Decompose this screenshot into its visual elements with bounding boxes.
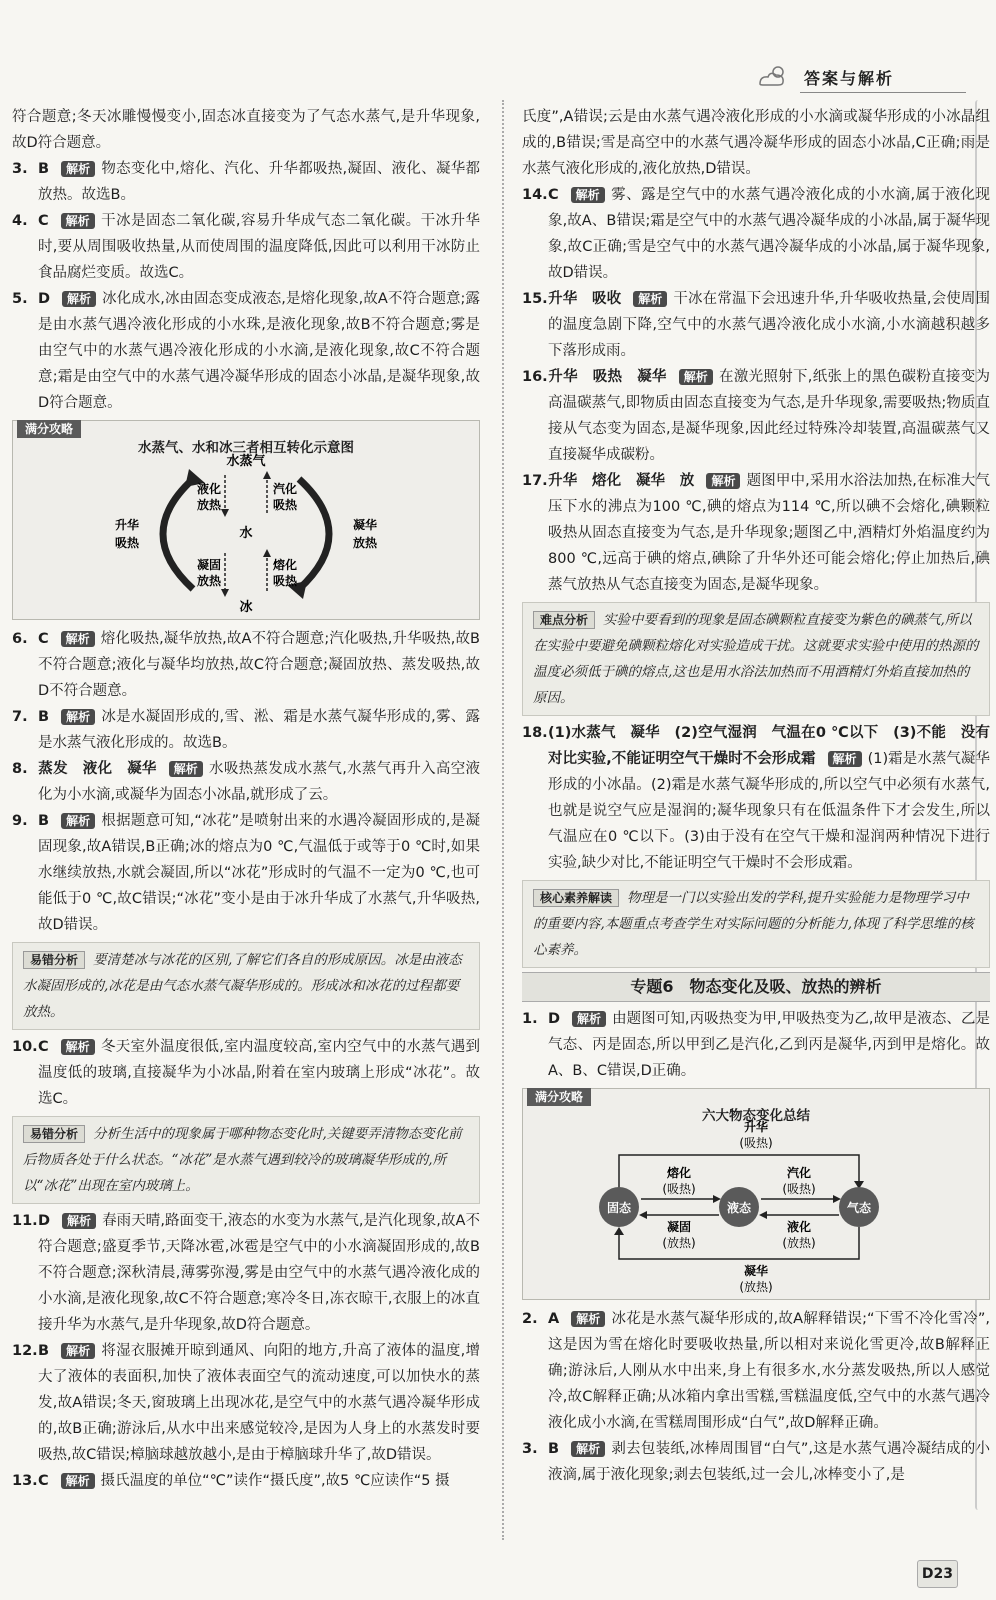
error-analysis-note-2 [12, 1116, 480, 1204]
page-header [756, 62, 956, 96]
svg-text:凝华: 凝华 [352, 518, 378, 532]
analysis-tag: 解析 [61, 1343, 95, 1359]
note-text: 物理是一门以实验出发的学科,提升实验能力是物理学习中的重要内容,本题重点考查学生对实际问题的分析能力,体现了科学思维的核心素养。 [533, 890, 974, 958]
svg-text:气态: 气态 [846, 1201, 872, 1215]
item-number: 2. [522, 1311, 538, 1327]
explanation: (1)霜是水蒸气凝华形成的小冰晶。(2)霜是水蒸气凝华形成的,所以空气中必须有水蒸气,也就是说空气应是湿润的;凝华现象只有在低温条件下才会发生,所以气温应在0 ℃以下。(3)由于没有在空气干燥和湿润两种情况下进行实验,缺少对比,不能证明空气干燥时不会形成霜。 [548, 751, 990, 871]
error-tag: 易错分析 [23, 1125, 85, 1143]
water-label: 水 [239, 526, 253, 541]
ice-label: 冰 [239, 600, 253, 615]
difficulty-note [522, 602, 990, 716]
svg-text:放热: 放热 [196, 574, 222, 588]
six-changes-diagram-box [522, 1088, 990, 1300]
explanation: 干冰是固态二氧化碳,容易升华成气态二氧化碳。干冰升华时,要从周围吸收热量,从而使周围的温度降低,因此可以利用干冰防止食品腐烂变质。故选C。 [38, 213, 480, 281]
analysis-tag: 解析 [571, 1311, 605, 1327]
analysis-tag: 解析 [572, 1011, 606, 1027]
svg-text:放热: 放热 [196, 498, 222, 512]
svg-text:凝华: 凝华 [743, 1264, 769, 1278]
error-tag: 易错分析 [23, 951, 85, 969]
answer-item-14 [522, 182, 990, 286]
item-number: 1. [522, 1011, 538, 1027]
svg-text:熔化: 熔化 [666, 1166, 692, 1180]
answer-item-17 [522, 468, 990, 598]
explanation: 熔化吸热,凝华放热,故A不符合题意;汽化吸热,升华吸热,故B不符合题意;液化与凝华均放热,故C符合题意;凝固放热、蒸发吸热,故D不符合题意。 [38, 631, 480, 699]
svg-text:吸热: 吸热 [272, 574, 298, 588]
answer-key: B [38, 1343, 50, 1359]
header-rule [800, 92, 966, 93]
diagram-title: 六大物态变化总结 [702, 1108, 810, 1124]
explanation: 题图甲中,采用水浴法加热,在标准大气压下水的沸点为100 ℃,碘的熔点为114 ℃,所以碘不会熔化,碘颗粒吸热从固态直接变为气态,是升华现象;题图乙中,酒精灯外焰温度约为800 ℃,远高于碘的熔点,碘除了升华外还可能会熔化;停止加热后,碘蒸气放热从气态直接变为固态,是凝华现象。 [548, 473, 991, 593]
answer-item-12 [12, 1338, 480, 1468]
answer-item-6 [12, 626, 480, 704]
svg-text:熔化: 熔化 [272, 558, 298, 572]
header-title: 答案与解析 [804, 69, 895, 88]
explanation: 冰化成水,冰由固态变成液态,是熔化现象,故A不符合题意;露是由水蒸气遇冷液化形成的小水珠,是液化现象,故B不符合题意;雾是由空气中的水蒸气遇冷液化形成的小水滴,是液化现象,故C不符合题意;霜是由空气中的水蒸气遇冷凝华形成的固态小冰晶,是凝华现象,故D符合题意。 [38, 291, 480, 411]
explanation: 将湿衣服摊开晾到通风、向阳的地方,升高了液体的温度,增大了液体的表面积,加快了液体表面空气的流动速度,可以加快水的蒸发,故A错误;冬天,窗玻璃上出现冰花,是空气中的水蒸气遇冷凝华形成的,故B正确;游泳后,从水中出来感觉较冷,是因为人身上的水蒸发时要吸热,故C错误;樟脑球越放越小,是由于樟脑球升华了,故D错误。 [38, 1343, 480, 1463]
item-number: 8. [12, 761, 28, 777]
analysis-tag: 解析 [706, 473, 740, 489]
explanation: 在激光照射下,纸张上的黑色碳粉直接变为高温碳蒸气,即物质由固态直接变为气态,是升华现象,需要吸热;物质直接从气态变为固态,是凝华现象,因此经过特殊冷却装置,高温碳蒸气又直接凝华成碳粉。 [548, 369, 991, 463]
analysis-tag: 解析 [61, 161, 95, 177]
svg-text:汽化: 汽化 [786, 1166, 812, 1180]
answer-key: B [38, 813, 50, 829]
deposition-path [619, 1227, 859, 1259]
svg-text:液态: 液态 [726, 1201, 752, 1215]
cloud-sun-icon [756, 64, 790, 90]
item-number: 15. [522, 291, 548, 307]
answer-item-3 [12, 156, 480, 208]
note-text: 实验中要看到的现象是固态碘颗粒直接变为紫色的碘蒸气,所以在实验中要避免碘颗粒熔化对实验造成干扰。这就要求实验中使用的热源的温度必须低于碘的熔点,这也是用水浴法加热而不用酒精灯外焰直接加热的原因。 [533, 612, 979, 706]
water-states-diagram-box [12, 420, 480, 620]
svg-text:(放热): (放热) [739, 1280, 773, 1294]
analysis-tag: 解析 [679, 369, 713, 385]
topic-answer-item-2 [522, 1306, 990, 1436]
item-number: 12. [12, 1343, 38, 1359]
answer-key: 蒸发 液化 凝华 [38, 761, 157, 777]
answer-item-15 [522, 286, 990, 364]
analysis-tag: 解析 [571, 1441, 605, 1457]
analysis-tag: 解析 [61, 213, 95, 229]
answer-key: D [548, 1011, 561, 1027]
item-number: 7. [12, 709, 28, 725]
core-tag: 核心素养解读 [533, 889, 619, 907]
sublimation-path [619, 1155, 859, 1189]
svg-text:汽化: 汽化 [272, 482, 298, 496]
column-divider [502, 100, 504, 1540]
explanation: 春雨天晴,路面变干,液态的水变为水蒸气,是汽化现象,故A不符合题意;盛夏季节,天降冰雹,冰雹是空气中的小水滴凝固形成的,故B不符合题意;深秋清晨,薄雾弥漫,雾是由空气中的水蒸气遇冷液化成的小水滴,是液化现象,故C不符合题意;寒冷冬日,冻衣晾干,衣服上的冰直接升华为水蒸气,是升华现象,故D符合题意。 [38, 1213, 480, 1333]
item-number: 10. [12, 1039, 38, 1055]
svg-text:升华: 升华 [743, 1120, 769, 1134]
answer-item-8 [12, 756, 480, 808]
analysis-tag: 解析 [62, 291, 96, 307]
page-number: D23 [917, 1560, 958, 1588]
svg-text:(吸热): (吸热) [662, 1182, 696, 1196]
svg-text:吸热: 吸热 [272, 498, 298, 512]
answer-key: C [38, 1473, 49, 1489]
svg-text:固态: 固态 [606, 1201, 632, 1215]
analysis-tag: 解析 [633, 291, 667, 307]
answer-key: B [38, 161, 50, 177]
topic-answer-item-3 [522, 1436, 990, 1488]
explanation: 剥去包装纸,冰棒周围冒“白气”,这是水蒸气遇冷凝结成的小液滴,属于液化现象;剥去包装纸,过一会儿,冰棒变小了,是 [548, 1441, 990, 1483]
item-number: 6. [12, 631, 28, 647]
analysis-tag: 解析 [828, 751, 862, 767]
svg-text:液化: 液化 [196, 482, 222, 496]
error-analysis-note-1 [12, 942, 480, 1030]
item-number: 5. [12, 291, 28, 307]
answer-key: (1)水蒸气 凝华 (2)空气湿润 气温在0 ℃以下 (3)不能 没有对比实验,不能证明空气干燥时不会形成霜 [548, 725, 990, 767]
explanation: 物态变化中,熔化、汽化、升华都吸热,凝固、液化、凝华都放热。故选B。 [38, 161, 480, 203]
deposition-arrow [299, 479, 329, 589]
six-changes-diagram [523, 1117, 989, 1297]
analysis-tag: 解析 [61, 1039, 95, 1055]
item-number: 18. [522, 725, 548, 741]
explanation: 冰是水凝固形成的,雪、淞、霜是水蒸气凝华形成的,雾、露是水蒸气液化形成的。故选B。 [38, 709, 480, 751]
answer-key: D [38, 291, 51, 307]
item-number: 3. [522, 1441, 538, 1457]
explanation: 根据题意可知,“冰花”是喷射出来的水遇冷凝固形成的,是凝固现象,故A错误,B正确;冰的熔点为0 ℃,气温低于或等于0 ℃时,如果水继续放热,水就会凝固,所以“冰花”形成时的气温不一定为0 ℃,也可能低于0 ℃,故C错误;“冰花”变小是由于冰升华成了水蒸气,升华吸热,故D错误。 [38, 813, 480, 933]
item-number: 3. [12, 161, 28, 177]
answer-key: D [38, 1213, 51, 1229]
answer-key: B [38, 709, 50, 725]
analysis-tag: 解析 [61, 631, 95, 647]
sublimation-arrow [163, 479, 193, 589]
item-number: 16. [522, 369, 548, 385]
topic-answer-item-1 [522, 1006, 990, 1084]
answer-item-13 [12, 1468, 480, 1494]
note-text: 分析生活中的现象属于哪种物态变化时,关键要弄清物态变化前后物质各处于什么状态。“冰花”是水蒸气遇到较冷的玻璃凝华形成的,所以“冰花”出现在室内玻璃上。 [23, 1126, 462, 1194]
left-column [12, 104, 480, 1494]
answer-key: 升华 熔化 凝华 放 [548, 473, 695, 489]
difficulty-tag: 难点分析 [533, 611, 595, 629]
answer-item-9 [12, 808, 480, 938]
item-number: 4. [12, 213, 28, 229]
analysis-tag: 解析 [61, 1473, 95, 1489]
item-number: 13. [12, 1473, 38, 1489]
note-text: 要清楚冰与冰花的区别,了解它们各自的形成原因。冰是由液态水凝固形成的,冰花是由气态水蒸气凝华形成的。形成冰和冰花的过程都要放热。 [23, 952, 462, 1020]
analysis-tag: 解析 [61, 813, 95, 829]
svg-text:(放热): (放热) [662, 1236, 696, 1250]
answer-item-5 [12, 286, 480, 416]
answer-key: A [548, 1311, 560, 1327]
answer-item-11 [12, 1208, 480, 1338]
item-number: 11. [12, 1213, 38, 1229]
svg-text:(放热): (放热) [782, 1236, 816, 1250]
svg-text:凝固: 凝固 [666, 1220, 692, 1234]
svg-text:(吸热): (吸热) [739, 1136, 773, 1150]
full-score-tag: 满分攻略 [17, 420, 81, 438]
explanation: 干冰在常温下会迅速升华,升华吸收热量,会使周围的温度急剧下降,空气中的水蒸气遇冷液化成小水滴,小水滴越积越多下落形成雨。 [548, 291, 990, 359]
svg-text:(吸热): (吸热) [782, 1182, 816, 1196]
answer-key: B [548, 1441, 560, 1457]
svg-text:液化: 液化 [786, 1220, 812, 1234]
explanation: 摄氏温度的单位“℃”读作“摄氏度”,故5 ℃应读作“5 摄 [100, 1473, 450, 1489]
svg-text:升华: 升华 [114, 518, 140, 532]
continued-text: 氏度”,A错误;云是由水蒸气遇冷液化形成的小水滴或凝华形成的小冰晶组成的,B错误;雪是高空中的水蒸气遇冷凝华形成的固态小冰晶,C正确;雨是水蒸气液化形成的,液化放热,D错误。 [522, 109, 990, 177]
analysis-tag: 解析 [571, 187, 605, 203]
answer-key: C [38, 631, 49, 647]
svg-text:凝固: 凝固 [196, 558, 222, 572]
answer-item-7 [12, 704, 480, 756]
water-states-diagram [13, 449, 479, 619]
svg-text:放热: 放热 [352, 536, 378, 550]
answer-key: C [38, 213, 49, 229]
svg-text:吸热: 吸热 [114, 536, 140, 550]
answer-key: C [548, 187, 559, 203]
answer-key: C [38, 1039, 49, 1055]
answer-item-16 [522, 364, 990, 468]
right-column [522, 104, 990, 1488]
core-literacy-note [522, 880, 990, 968]
item-number: 17. [522, 473, 548, 489]
diagram-title: 水蒸气、水和冰三者相互转化示意图 [138, 440, 354, 456]
analysis-tag: 解析 [61, 709, 95, 725]
explanation: 雾、露是空气中的水蒸气遇冷液化成的小水滴,属于液化现象,故A、B错误;霜是空气中的水蒸气遇冷凝华成的小冰晶,属于凝华现象,故C正确;雪是空气中的水蒸气遇冷凝华成的小冰晶,属于凝华现象,故D错误。 [548, 187, 990, 281]
answer-key: 升华 吸热 凝华 [548, 369, 667, 385]
explanation: 由题图可知,丙吸热变为甲,甲吸热变为乙,故甲是液态、乙是气态、丙是固态,所以甲到乙是汽化,乙到丙是凝华,丙到甲是熔化。故A、B、C错误,D正确。 [548, 1011, 990, 1079]
item-number: 14. [522, 187, 548, 203]
full-score-tag: 满分攻略 [527, 1088, 591, 1106]
answer-item-4 [12, 208, 480, 286]
continued-text: 符合题意;冬天冰雕慢慢变小,固态冰直接变为了气态水蒸气,是升华现象,故D符合题意。 [12, 109, 480, 151]
answer-key: 升华 吸收 [548, 291, 622, 307]
analysis-tag: 解析 [169, 761, 203, 777]
answer-item-18 [522, 720, 990, 876]
section-title: 专题6 物态变化及吸、放热的辨析 [522, 972, 990, 1002]
item-number: 9. [12, 813, 28, 829]
vapor-label: 水蒸气 [226, 454, 266, 469]
explanation: 水吸热蒸发成水蒸气,水蒸气再升入高空液化为小水滴,或凝华为固态小冰晶,就形成了云。 [38, 761, 481, 803]
explanation: 冰花是水蒸气凝华形成的,故A解释错误;“下雪不冷化雪冷”,这是因为雪在熔化时要吸收热量,所以相对来说化雪更冷,故B解释正确;游泳后,人刚从水中出来,身上有很多水,水分蒸发吸热,所以人感觉冷,故C解释正确;从冰箱内拿出雪糕,雪糕温度低,空气中的水蒸气遇冷液化成小水滴,在雪糕周围形成“白气”,故D解释正确。 [548, 1311, 990, 1431]
answer-item-10 [12, 1034, 480, 1112]
analysis-tag: 解析 [62, 1213, 96, 1229]
explanation: 冬天室外温度很低,室内温度较高,室内空气中的水蒸气遇到温度低的玻璃,直接凝华为小冰晶,附着在室内玻璃上形成“冰花”。故选C。 [38, 1039, 480, 1107]
